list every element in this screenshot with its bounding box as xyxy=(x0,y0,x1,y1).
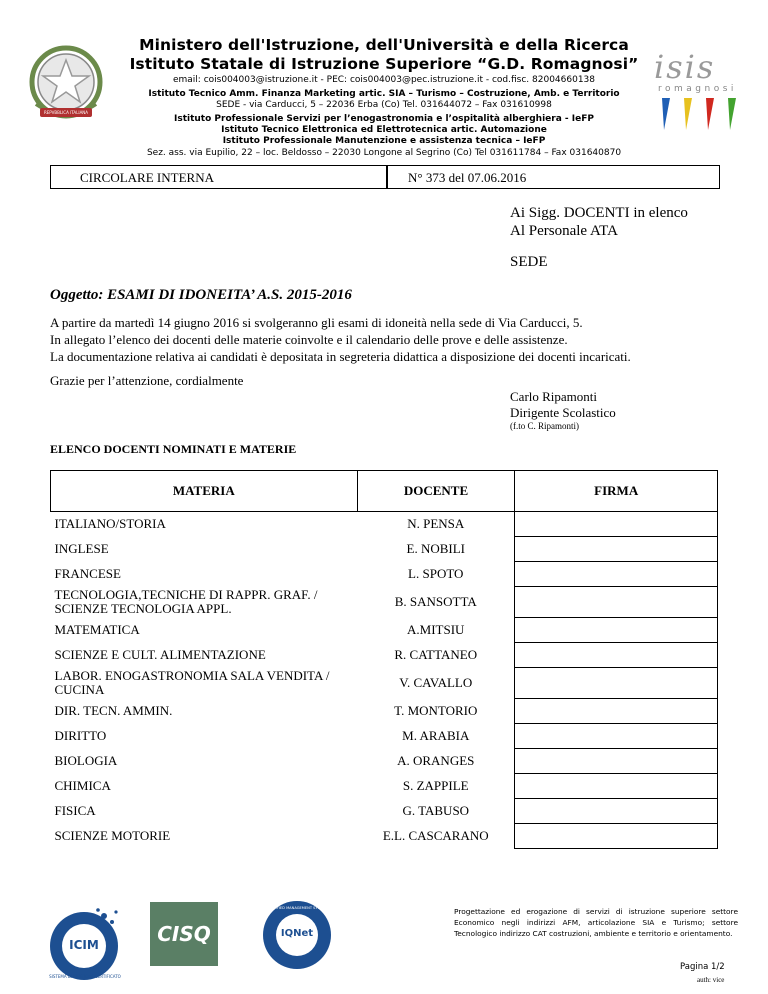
docente-cell: B. SANSOTTA xyxy=(394,594,477,609)
table-row xyxy=(51,587,718,618)
romagnosi-logo-word: romagnosi xyxy=(658,84,737,94)
firma-nome: Carlo Ripamonti xyxy=(510,389,598,404)
firma-cell[interactable] xyxy=(515,749,718,774)
table-header-row xyxy=(51,471,718,512)
firma-cell[interactable] xyxy=(515,668,718,699)
firma-ruolo: Dirigente Scolastico xyxy=(510,405,616,420)
table-row xyxy=(51,699,718,724)
table-row xyxy=(51,618,718,643)
header-tecnico-2: Istituto Tecnico Elettronica ed Elettrotecnica artic. Automazione xyxy=(221,125,547,135)
materia-cell: INGLESE xyxy=(54,541,109,556)
italian-republic-emblem xyxy=(26,42,106,130)
docente-cell: N. PENSA xyxy=(407,516,465,532)
iqnet-ring-text: CERTIFIED MANAGEMENT SYSTEM xyxy=(266,906,328,910)
materia-cell: BIOLOGIA xyxy=(54,753,118,768)
docente-cell: G. TABUSO xyxy=(402,803,470,818)
destinatari-sede: SEDE xyxy=(510,254,548,270)
header-sede: SEDE - via Carducci, 5 – 22036 Erba (Co) Tel. 031644072 – Fax 031610998 xyxy=(216,100,552,110)
destinatari-ata: Al Personale ATA xyxy=(510,223,618,239)
body-text xyxy=(50,314,730,365)
firma-cell[interactable] xyxy=(515,774,718,799)
table-row xyxy=(51,824,718,849)
table-row xyxy=(51,562,718,587)
table-row xyxy=(51,749,718,774)
header-docente: DOCENTE xyxy=(357,471,515,512)
docenti-table xyxy=(50,470,718,849)
header-tecnico: Istituto Tecnico Amm. Finanza Marketing artic. SIA – Turismo – Costruzione, Amb. e Territorio xyxy=(148,89,620,99)
docente-cell: E. NOBILI xyxy=(406,541,465,556)
firma-cell[interactable] xyxy=(515,643,718,668)
header-materia: MATERIA xyxy=(51,471,358,512)
table-row xyxy=(51,512,718,537)
docente-cell: A. ORANGES xyxy=(397,753,475,768)
auth-note: auth: vice xyxy=(697,976,725,984)
isis-romagnosi-logo xyxy=(648,48,748,132)
cisq-wordmark: CISQ xyxy=(157,922,211,946)
docente-cell: T. MONTORIO xyxy=(394,703,478,718)
footer-certification-text: Progettazione ed erogazione di servizi di istruzione superiore settore Economico negli indirizzi AFM, articolazione SIA e Turismo; settore Tecnologico indirizzo CAT costruzioni, ambiente e territorio e orientamento. xyxy=(454,907,738,938)
docente-cell: M. ARABIA xyxy=(402,728,470,743)
docente-cell: A.MITSIU xyxy=(407,622,465,637)
body-paragraph-3: La documentazione relativa ai candidati è depositata in segreteria didattica a disposizione dei docenti incaricati. xyxy=(50,349,631,364)
table-row xyxy=(51,643,718,668)
firma-cell[interactable] xyxy=(515,699,718,724)
firma-fto: (f.to C. Ripamonti) xyxy=(510,421,579,431)
emblem-ribbon-text: REPVBBLICA ITALIANA xyxy=(43,110,89,115)
firma-cell[interactable] xyxy=(515,824,718,849)
docente-cell: S. ZAPPILE xyxy=(402,778,469,793)
table-row xyxy=(51,668,718,699)
materia-cell: FRANCESE xyxy=(54,566,121,581)
materia-cell: DIRITTO xyxy=(54,728,107,743)
elenco-title: ELENCO DOCENTI NOMINATI E MATERIE xyxy=(50,442,297,456)
materia-cell: ITALIANO/STORIA xyxy=(54,516,166,532)
header-professionale-1: Istituto Professionale Servizi per l’enogastronomia e l’ospitalità alberghiera - IeFP xyxy=(173,114,594,124)
table-row xyxy=(51,799,718,824)
oggetto: Oggetto: ESAMI DI IDONEITA’ A.S. 2015-2016 xyxy=(50,287,352,303)
firma-cell[interactable] xyxy=(515,799,718,824)
icim-wordmark: ICIM xyxy=(69,938,99,952)
body-paragraph-1: A partire da martedì 14 giugno 2016 si svolgeranno gli esami di idoneità nella sede di Via Carducci, 5. xyxy=(50,315,583,330)
iqnet-logo xyxy=(262,900,332,970)
icim-logo xyxy=(38,904,138,986)
isis-logo-word: isis xyxy=(654,48,716,86)
materia-cell: LABOR. ENOGASTRONOMIA SALA VENDITA / CUCINA xyxy=(54,668,330,697)
cisq-logo xyxy=(150,902,218,966)
docente-cell: V. CAVALLO xyxy=(399,675,473,690)
circolare-numero: N° 373 del 07.06.2016 xyxy=(408,170,527,185)
firma-cell[interactable] xyxy=(515,512,718,537)
header-email: email: cois004003@istruzione.it - PEC: cois004003@pec.istruzione.it - cod.fisc. 82004660138 xyxy=(172,75,595,85)
table-row xyxy=(51,724,718,749)
materia-cell: SCIENZE MOTORIE xyxy=(54,828,171,843)
materia-cell: MATEMATICA xyxy=(54,622,140,637)
materia-cell: FISICA xyxy=(54,803,96,818)
materia-cell: TECNOLOGIA,TECNICHE DI RAPPR. GRAF. / SCIENZE TECNOLOGIA APPL. xyxy=(54,587,318,616)
materia-cell: SCIENZE E CULT. ALIMENTAZIONE xyxy=(54,647,266,662)
circolare-label-cell xyxy=(50,165,388,189)
firma-cell[interactable] xyxy=(515,562,718,587)
header-sezione-associata: Sez. ass. via Eupilio, 22 – loc. Beldosso – 22030 Longone al Segrino (Co) Tel 031611784 – Fax 031640870 xyxy=(146,148,622,158)
docente-cell: L. SPOTO xyxy=(408,566,464,581)
body-paragraph-2: In allegato l’elenco dei docenti delle materie coinvolte e il calendario delle prove e delle assistenze. xyxy=(50,332,568,347)
firma-cell[interactable] xyxy=(515,537,718,562)
iqnet-wordmark: IQNet xyxy=(280,928,314,939)
materia-cell: CHIMICA xyxy=(54,778,111,793)
materia-cell: DIR. TECN. AMMIN. xyxy=(54,703,173,718)
saluti: Grazie per l’attenzione, cordialmente xyxy=(50,373,244,388)
firma-cell[interactable] xyxy=(515,618,718,643)
firma-cell[interactable] xyxy=(515,587,718,618)
header-professionale-2: Istituto Professionale Manutenzione e assistenza tecnica – IeFP xyxy=(222,136,546,146)
destinatari-docenti: Ai Sigg. DOCENTI in elenco xyxy=(510,205,688,221)
firma-cell[interactable] xyxy=(515,724,718,749)
header-firma: FIRMA xyxy=(515,471,718,512)
table-row xyxy=(51,537,718,562)
docente-cell: E.L. CASCARANO xyxy=(382,828,489,843)
page-number: Pagina 1/2 xyxy=(680,962,725,972)
circolare-label: CIRCOLARE INTERNA xyxy=(80,170,214,185)
docente-cell: R. CATTANEO xyxy=(394,647,478,662)
icim-ring-text: SISTEMA DI GESTIONE CERTIFICATO xyxy=(49,974,121,979)
header-ministero: Ministero dell'Istruzione, dell'Università e della Ricerca xyxy=(139,36,629,54)
header-istituto: Istituto Statale di Istruzione Superiore “G.D. Romagnosi” xyxy=(129,55,639,73)
table-row xyxy=(51,774,718,799)
circolare-numero-cell xyxy=(386,165,720,189)
